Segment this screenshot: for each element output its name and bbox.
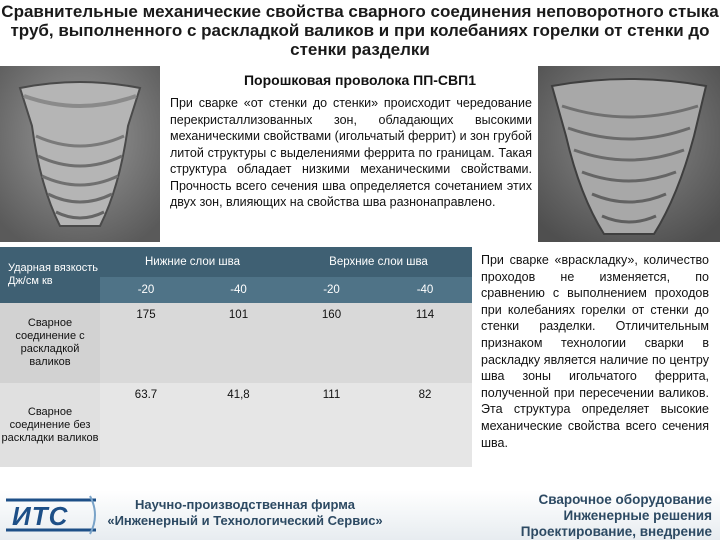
weld-macrosection-photo-right <box>538 66 720 242</box>
table-row <box>0 303 472 383</box>
description-top: При сварке «от стенки до стенки» происходит чередование перекристаллизованных зон, обладающих высокими механическими свойствами (игольчатый феррит) и зон грубой литой структуры с выделениями феррита по границам. Такая структура обладает низкими механическими свойствами. Прочность всего сечения шва определяется сочетанием этих двух зон, влияющих на свойства шва разнонаправлено. <box>170 96 532 209</box>
company-name <box>100 497 390 529</box>
value-cell: 41,8 <box>192 383 285 467</box>
weld-macro-image <box>0 66 160 242</box>
service-item: Инженерные решения <box>563 508 712 523</box>
temp-cell: -20 <box>285 277 378 303</box>
value-cell: 82 <box>378 383 472 467</box>
value-cell: 111 <box>285 383 378 467</box>
impact-strength-table <box>0 247 472 467</box>
row-label: Сварное соединение с раскладкой валиков <box>0 303 100 383</box>
company-line-2: «Инженерный и Технологический Сервис» <box>107 513 383 528</box>
service-item: Сварочное оборудование <box>538 492 712 507</box>
temp-cell: -40 <box>192 277 285 303</box>
temp-cell: -40 <box>378 277 472 303</box>
value-cell: 160 <box>285 303 378 383</box>
description-right: При сварке «враскладку», количество проходов не изменяется, по сравнению с выполнением проходов при колебаниях горелки от стенки до стенки разделки. Отличительным признаком технологии сварки в раскладку является наличие по центру шва зоны игольчатого феррита, полученной при пересечении валиков. Эта структура определяет высокие механические свойства всего сечения шва. <box>481 253 709 450</box>
table-header-label: Ударная вязкость Дж/см кв <box>0 247 100 303</box>
slide-title: Сравнительные механические свойства сварного соединения неповоротного стыка труб, выполненного с раскладкой валиков и при колебаниях горелки от стенки до стенки разделки <box>1 2 719 59</box>
weld-macrosection-photo-left <box>0 66 160 242</box>
group-upper-layers: Верхние слои шва <box>285 247 472 277</box>
value-cell: 175 <box>100 303 192 383</box>
wire-type-subtitle: Порошковая проволока ПП-СВП1 <box>243 72 476 88</box>
row-label: Сварное соединение без раскладки валиков <box>0 383 100 467</box>
service-item: Проектирование, внедрение <box>520 524 712 539</box>
table-header-row <box>0 247 472 277</box>
company-line-1: Научно-производственная фирма <box>135 497 355 512</box>
weld-macro-image <box>538 66 720 242</box>
group-lower-layers: Нижние слои шва <box>100 247 285 277</box>
table-row <box>0 383 472 467</box>
value-cell: 101 <box>192 303 285 383</box>
company-logo-text: ИТС <box>12 501 69 531</box>
services-list <box>480 492 712 540</box>
value-cell: 114 <box>378 303 472 383</box>
value-cell: 63.7 <box>100 383 192 467</box>
temp-cell: -20 <box>100 277 192 303</box>
